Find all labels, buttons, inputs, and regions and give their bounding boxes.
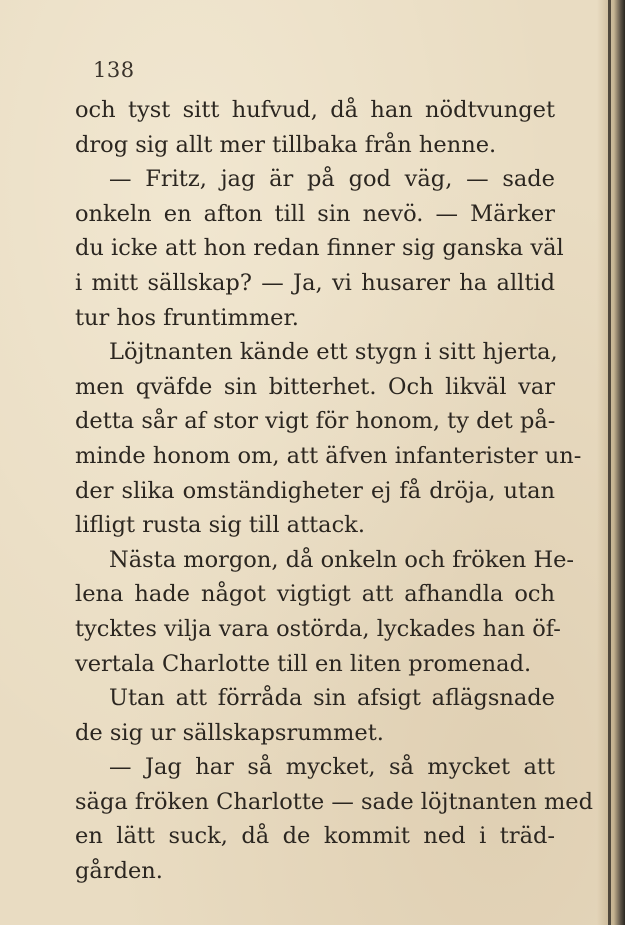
text-line: — Jag har så mycket, så mycket att — [109, 754, 555, 781]
text-line: der slika omständigheter ej få dröja, utan — [75, 477, 555, 504]
text-line: en lätt suck, då de kommit ned i träd- — [75, 823, 555, 850]
text-line: och tyst sitt hufvud, då han nödtvunget — [75, 97, 555, 123]
text-line: onkeln en afton till sin nevö. — Märker — [75, 200, 555, 227]
text-line: i mitt sällskap? — Ja, vi husarer ha alltid — [75, 269, 555, 296]
text-line: du icke att hon redan finner sig ganska väl — [75, 235, 564, 262]
text-line: minde honom om, att äfven infanterister un- — [75, 442, 582, 469]
text-line: vertala Charlotte till en liten promenad. — [75, 650, 532, 677]
text-line: men qväfde sin bitterhet. Och likväl var — [75, 373, 555, 400]
text-line: Löjtnanten kände ett stygn i sitt hjerta, — [109, 339, 558, 366]
text-line: Utan att förråda sin afsigt aflägsnade — [109, 685, 555, 712]
text-line: — Fritz, jag är på god väg, — sade — [109, 166, 555, 193]
text-line: säga fröken Charlotte — sade löjtnanten med — [75, 788, 594, 815]
body-text — [75, 93, 594, 889]
page-number: 138 — [93, 58, 135, 82]
text-line: tycktes vilja vara ostörda, lyckades han öf- — [75, 615, 561, 642]
text-line: tur hos fruntimmer. — [75, 304, 299, 331]
text-line: de sig ur sällskapsrummet. — [75, 719, 384, 746]
text-line: lifligt rusta sig till attack. — [75, 512, 365, 539]
text-line: gården. — [75, 858, 163, 885]
page-edge-line — [608, 0, 611, 925]
text-line: drog sig allt mer tillbaka från henne. — [75, 131, 497, 158]
text-line: detta sår af stor vigt för honom, ty det på- — [75, 408, 556, 435]
page-edge-shadow — [597, 0, 625, 925]
text-line: lena hade något vigtigt att afhandla och — [75, 581, 555, 608]
text-line: Nästa morgon, då onkeln och fröken He- — [109, 546, 574, 573]
